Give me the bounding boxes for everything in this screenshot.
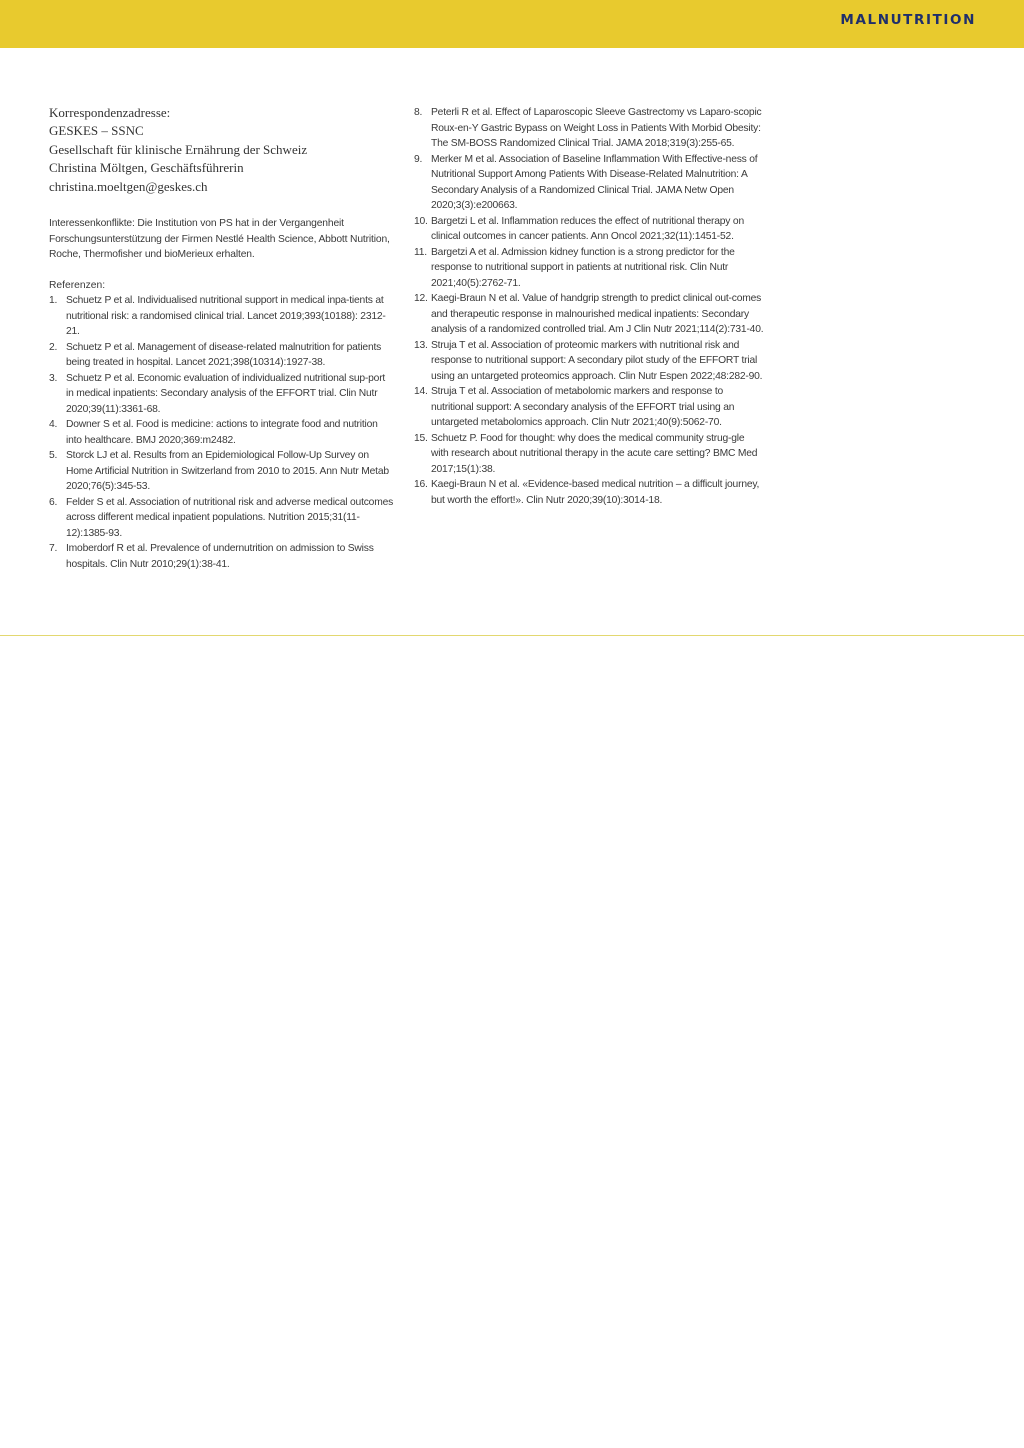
reference-item: 13. Struja T et al. Association of proteomic markers with nutritional risk and response to nutritional support: A secondary pilot study of the EFFORT trial using an untargeted proteomics approach. Clin Nutr Espen 2022;48:282-90.: [414, 339, 763, 382]
reference-item: 16. Kaegi-Braun N et al. «Evidence-based medical nutrition – a difficult journey, but worth the effort!». Clin Nutr 2020;39(10):3014-18.: [414, 479, 760, 506]
reference-item: 8. Peterli R et al. Effect of Laparoscopic Sleeve Gastrectomy vs Laparo-scopic Roux-en-Y Gastric Bypass on Weight Loss in Patients With Morbid Obesity: The SM-BOSS Randomized Clinical Trial. JAMA 2018;319(3):255-65.: [414, 107, 762, 149]
reference-item: 14. Struja T et al. Association of metabolomic markers and response to nutritional support: A secondary analysis of the EFFORT trial using an untargeted metabolomics approach. Clin Nutr 2021;40(9):5062-70.: [414, 386, 735, 428]
reference-item: 2. Schuetz P et al. Management of disease-related malnutrition for patients being treated in hospital. Lancet 2021;398(10314):1927-38.: [49, 341, 382, 369]
correspondence-address: [49, 104, 394, 196]
reference-item: 5. Storck LJ et al. Results from an Epidemiological Follow-Up Survey on Home Artificial Nutrition in Switzerland from 2010 to 2015. Ann Nutr Metab 2020;76(5):345-53.: [49, 450, 389, 493]
reference-item: 11. Bargetzi A et al. Admission kidney function is a strong predictor for the response to nutritional support in patients at nutritional risk. Clin Nutr 2021;40(5):2762-71.: [414, 246, 735, 289]
address-heading: Korrespondenzadresse:: [49, 105, 171, 120]
reference-item: 1. Schuetz P et al. Individualised nutritional support in medical inpa-tients at nutritional risk: a randomised clinical trial. Lancet 2019;393(10188): 2312-21.: [49, 295, 386, 338]
reference-item: 4. Downer S et al. Food is medicine: actions to integrate food and nutrition into healthcare. BMJ 2020;369:m2482.: [49, 419, 378, 446]
header-bar: [0, 0, 1024, 48]
reference-item: 12. Kaegi-Braun N et al. Value of handgrip strength to predict clinical out-comes and therapeutic response in malnourished medical inpatients: Secondary analysis of a randomized controlled trial. Am J Clin Nutr 2021;114(2):731-40.: [414, 293, 764, 335]
reference-item: 10. Bargetzi L et al. Inflammation reduces the effect of nutritional therapy on clinical outcomes in cancer patients. Ann Oncol 2021;32(11):1451-52.: [414, 215, 744, 242]
divider-line: [0, 635, 1024, 636]
conflict-of-interest-statement: Interessenkonflikte: Die Institution von PS hat in der Vergangenheit Forschungsunterstützung der Firmen Nestlé Health Science, Abbott Nutrition, Roche, Thermofisher und bioMerieux erhalten.: [49, 218, 390, 261]
reference-item: 6. Felder S et al. Association of nutritional risk and adverse medical outcomes across different medical inpatient populations. Nutrition 2015;31(11-12):1385-93.: [49, 496, 394, 539]
references-list-left: [49, 293, 394, 572]
section-label: MALNUTRITION: [840, 12, 976, 28]
reference-item: 3. Schuetz P et al. Economic evaluation of individualized nutritional sup-port in medical inpatients: Secondary analysis of the EFFORT trial. Clin Nutr 2020;39(11):3361-68.: [49, 372, 386, 415]
references-list-right: [414, 105, 764, 508]
reference-item: 15. Schuetz P. Food for thought: why does the medical community strug-gle with research about nutritional therapy in the acute care setting? BMC Med 2017;15(1):38.: [414, 432, 758, 475]
address-email[interactable]: christina.moeltgen@geskes.ch: [49, 178, 208, 194]
right-column: [414, 105, 764, 508]
address-contact-person: Christina Möltgen, Geschäftsführerin: [49, 160, 244, 176]
address-organization: GESKES – SSNC: [49, 123, 144, 139]
left-column: [49, 104, 394, 572]
references-heading: Referenzen:: [49, 279, 106, 291]
reference-item: 9. Merker M et al. Association of Baseline Inflammation With Effective-ness of Nutritional Support Among Patients With Disease-Related Malnutrition: A Secondary Analysis of a Randomized Clinical Trial. JAMA Netw Open 2020;3(3):e200663.: [414, 153, 758, 211]
reference-item: 7. Imoberdorf R et al. Prevalence of undernutrition on admission to Swiss hospitals. Clin Nutr 2010;29(1):38-41.: [49, 543, 374, 570]
address-organization-name: Gesellschaft für klinische Ernährung der Schweiz: [49, 141, 308, 157]
